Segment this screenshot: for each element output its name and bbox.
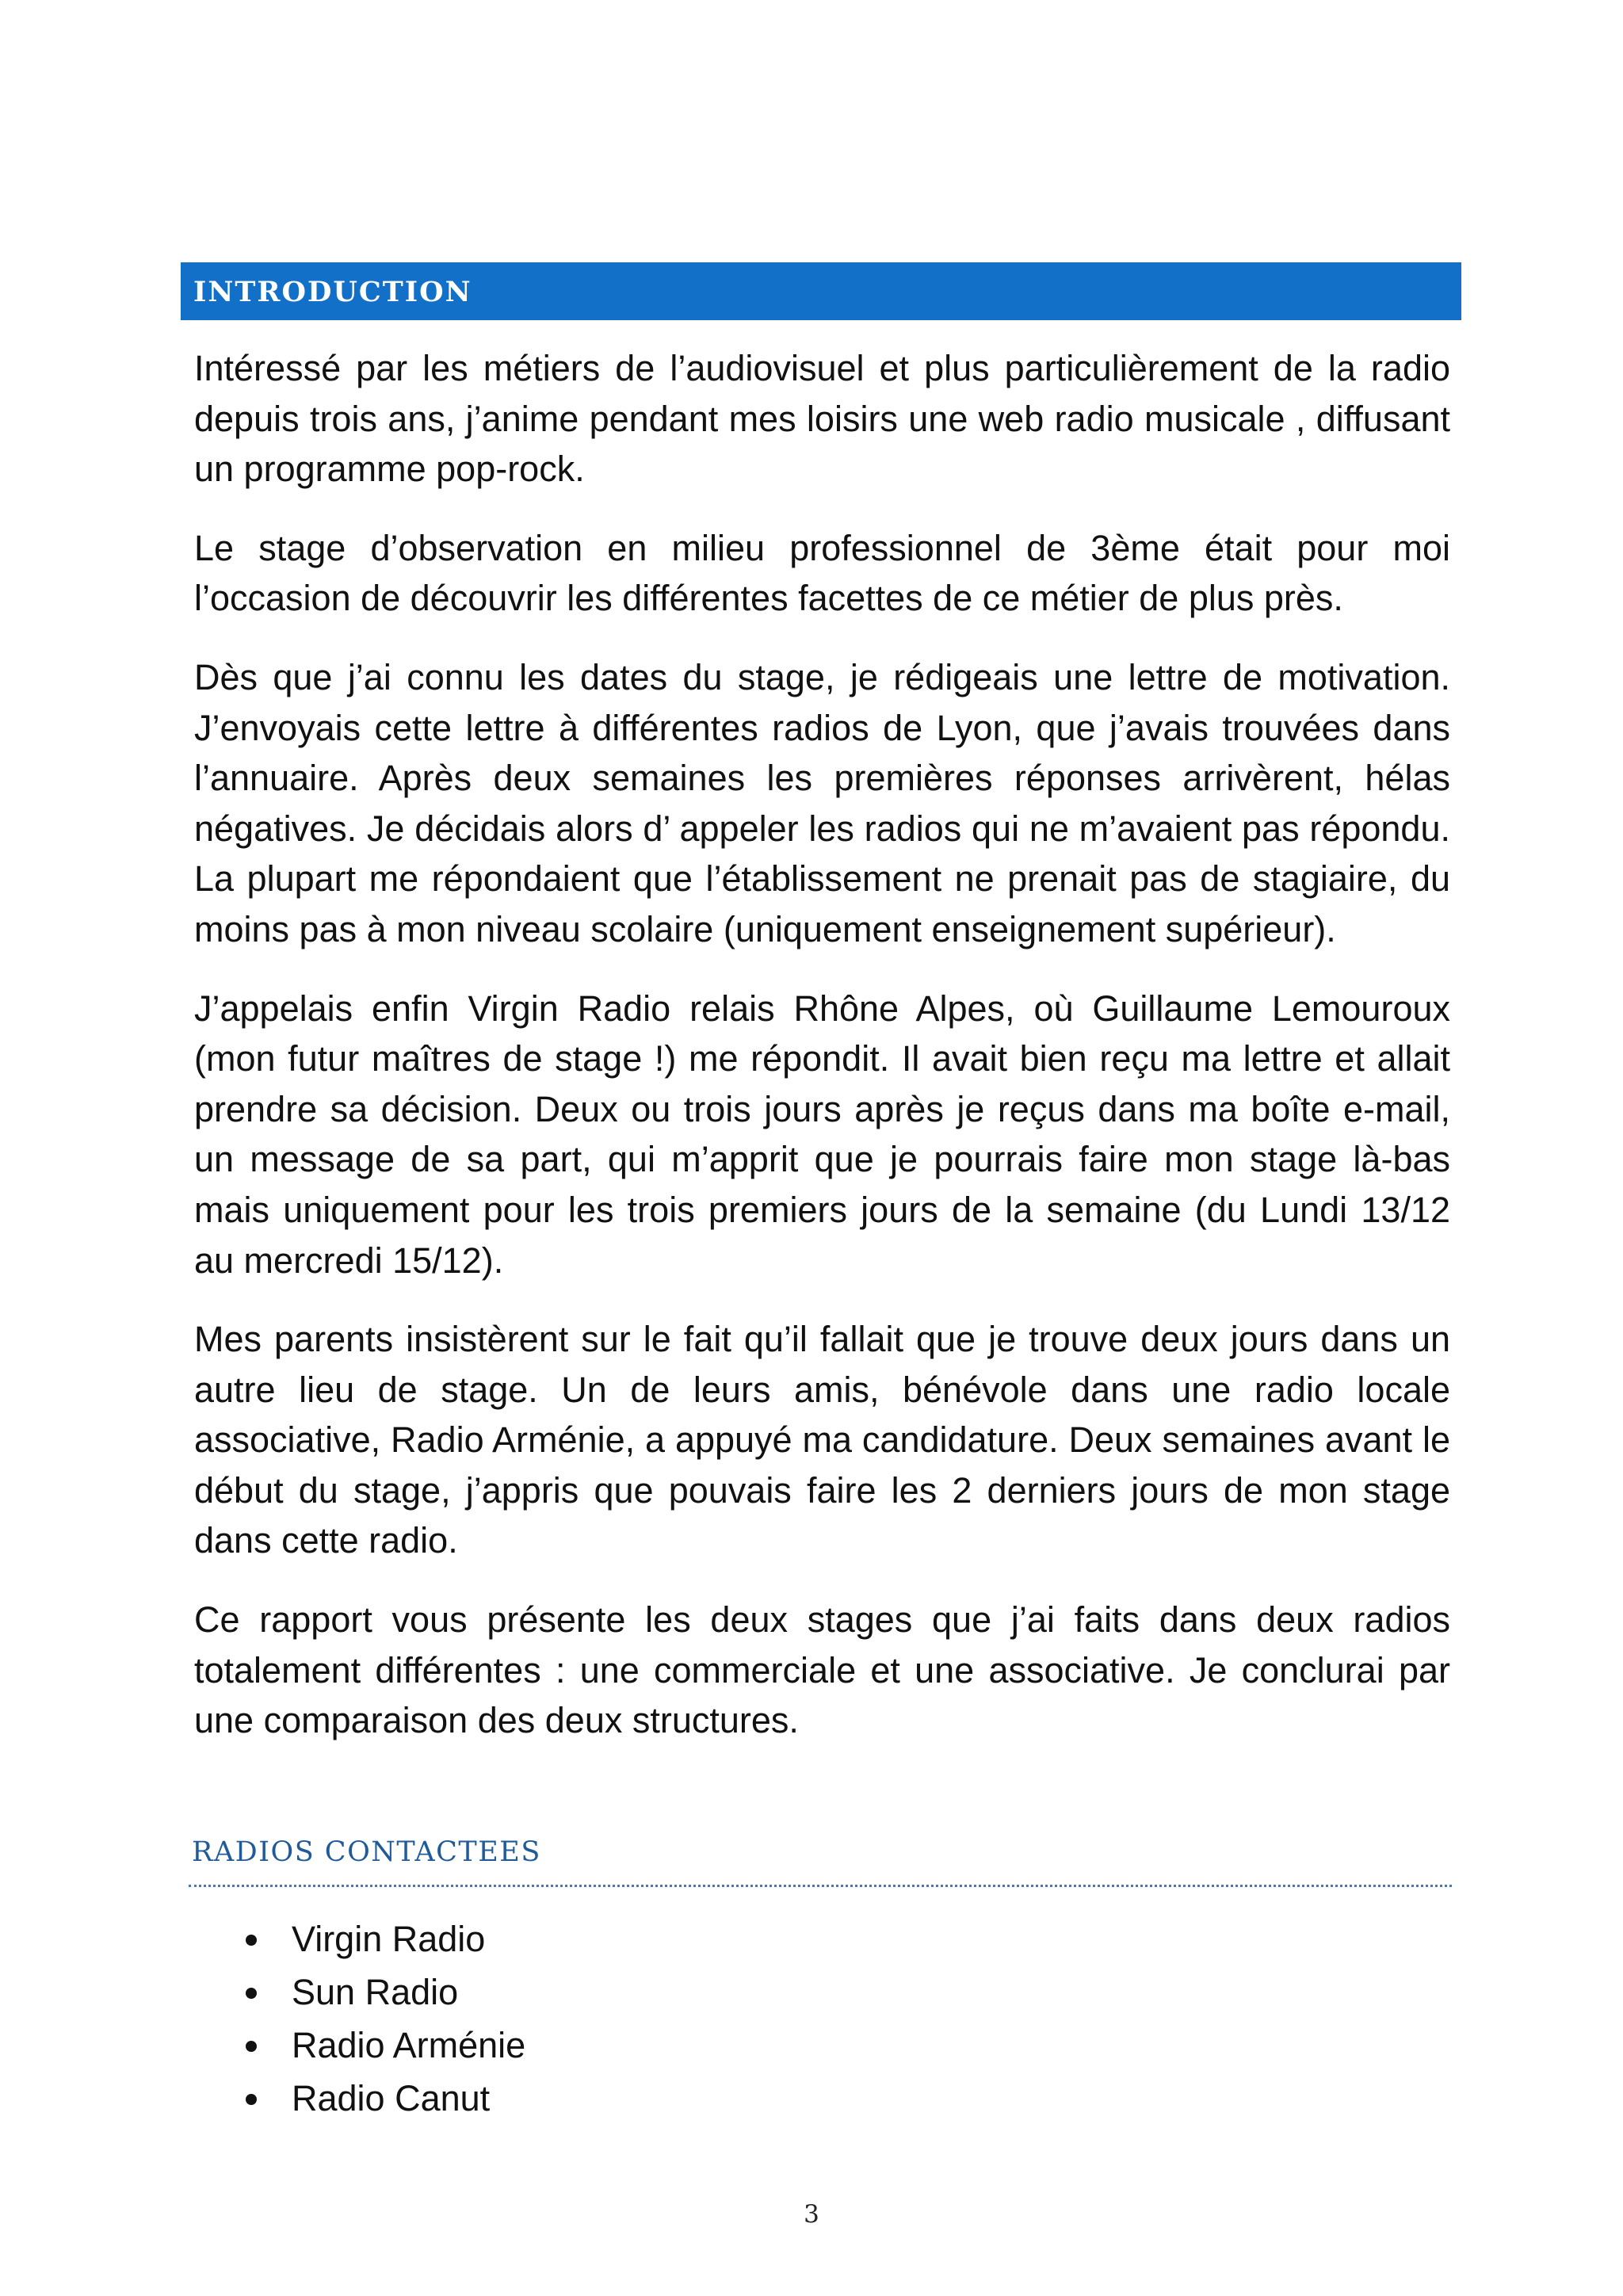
- list-item: [242, 2072, 525, 2125]
- list-item-label: Radio Canut: [292, 2078, 491, 2118]
- paragraph: Ce rapport vous présente les deux stages que j’ai faits dans deux radios totalement différentes : une commerciale et une associative. Je conclurai par une comparaison des deux structures.: [194, 1599, 1450, 1741]
- list-item: [242, 1912, 525, 1966]
- paragraph: Le stage d’observation en milieu professionnel de 3ème était pour moi l’occasion de découvrir les différentes facettes de ce métier de plus près.: [194, 527, 1450, 619]
- subsection-divider: [189, 1885, 1452, 1887]
- list-item: [242, 1966, 525, 2019]
- bullet-icon: [246, 2041, 257, 2052]
- bullet-icon: [246, 1988, 257, 1999]
- bullet-icon: [246, 2094, 257, 2105]
- subsection-title: RADIOS CONTACTEES: [192, 1836, 541, 1868]
- paragraph: Dès que j’ai connu les dates du stage, je rédigeais une lettre de motivation. J’envoyais cette lettre à différentes radios de Lyon, que j’avais trouvées dans l’annuaire. Après deux semaines les premières réponses arrivèrent, hélas négatives. Je décidais alors d’ appeler les radios qui ne m’avaient pas répondu. La plupart me répondaient que l’établissement ne prenait pas de stagiaire, du moins pas à mon niveau scolaire (uniquement enseignement supérieur).: [194, 656, 1450, 949]
- list-item-label: Radio Arménie: [292, 2025, 526, 2065]
- list-item: [242, 2019, 525, 2072]
- page-number: 3: [804, 2200, 819, 2229]
- section-title: INTRODUCTION: [193, 276, 472, 308]
- paragraph: Intéressé par les métiers de l’audiovisuel et plus particulièrement de la radio depuis trois ans, j’anime pendant mes loisirs une web radio musicale , diffusant un programme pop-rock.: [194, 348, 1450, 490]
- paragraph: J’appelais enfin Virgin Radio relais Rhône Alpes, où Guillaume Lemouroux (mon futur maîtres de stage !) me répondit. Il avait bien reçu ma lettre et allait prendre sa décision. Deux ou trois jours après je reçus dans ma boîte e-mail, un message de sa part, qui m’apprit que je pourrais faire mon stage là-bas mais uniquement pour les trois premiers jours de la semaine (du Lundi 13/12 au mercredi 15/12).: [194, 988, 1450, 1281]
- paragraph: Mes parents insistèrent sur le fait qu’il fallait que je trouve deux jours dans un autre lieu de stage. Un de leurs amis, bénévole dans une radio locale associative, Radio Arménie, a appuyé ma candidature. Deux semaines avant le début du stage, j’appris que pouvais faire les 2 derniers jours de mon stage dans cette radio.: [194, 1319, 1450, 1561]
- introduction-body: [194, 343, 1450, 1775]
- radio-list: [242, 1912, 525, 2125]
- list-item-label: Sun Radio: [292, 1972, 459, 2012]
- section-heading-bar: [181, 262, 1461, 320]
- bullet-icon: [246, 1935, 257, 1946]
- list-item-label: Virgin Radio: [292, 1919, 486, 1959]
